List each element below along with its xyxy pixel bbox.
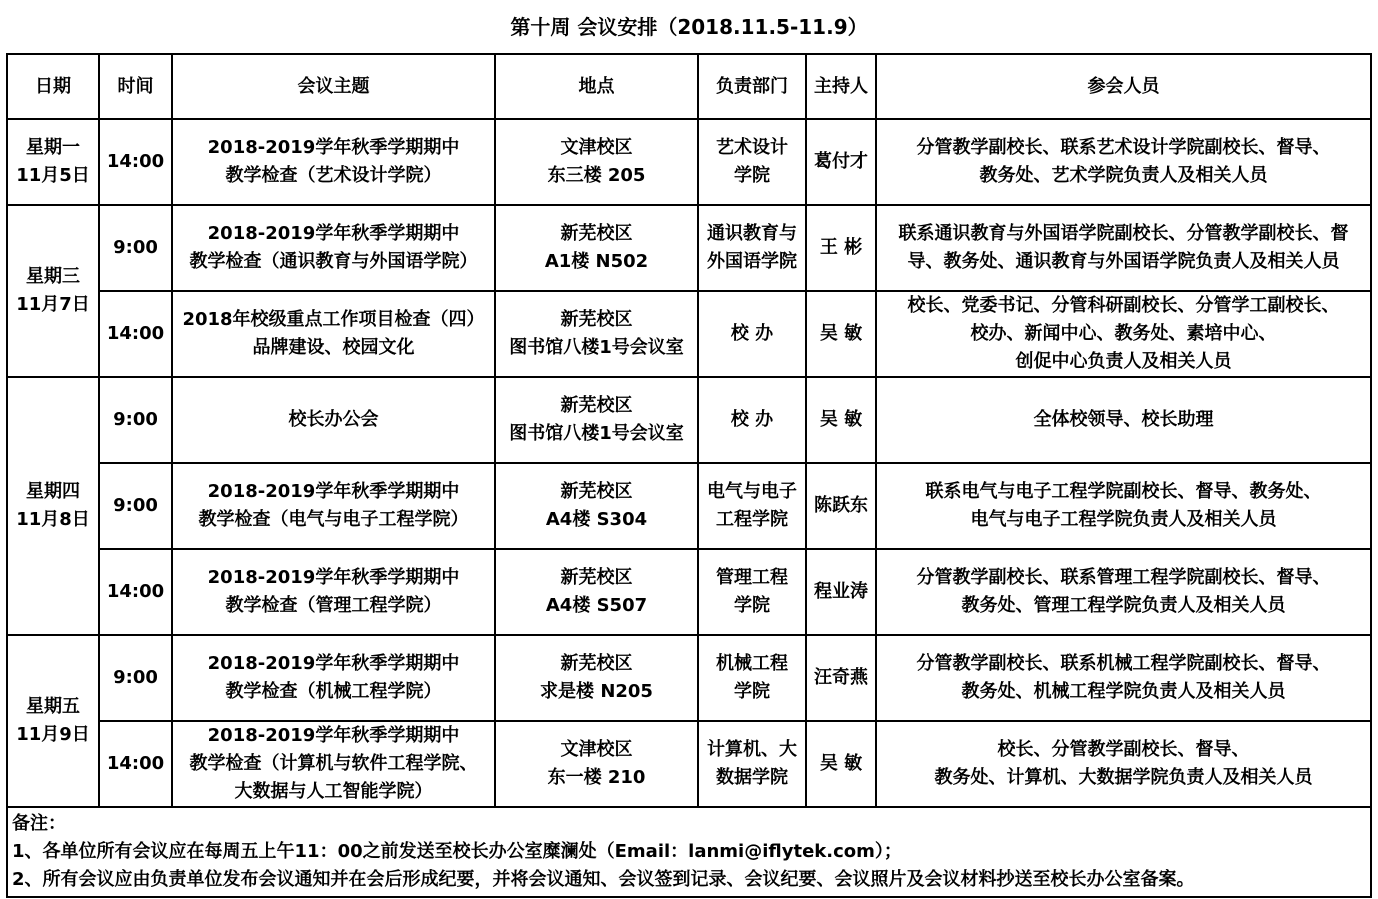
header-date: 日期 (7, 54, 99, 119)
schedule-table (6, 53, 1372, 898)
day-cell-monday (7, 119, 99, 205)
dept-line: 工程学院 (716, 509, 788, 530)
place-cell (495, 463, 698, 549)
place-line: 图书馆八楼1号会议室 (509, 423, 684, 444)
header-dept: 负责部门 (698, 54, 806, 119)
dept-line: 学院 (734, 165, 770, 186)
dept-line: 校 办 (730, 323, 774, 344)
place-line: 东三楼 205 (547, 165, 646, 186)
day-date: 11月8日 (16, 509, 90, 530)
place-line: 求是楼 N205 (540, 681, 653, 702)
attendees-line: 教务处、机械工程学院负责人及相关人员 (961, 681, 1286, 702)
place-line: A4楼 S304 (545, 509, 648, 530)
topic-line: 教学检查（机械工程学院） (225, 681, 442, 702)
attendees-line: 分管教学副校长、联系机械工程学院副校长、督导、 (916, 653, 1331, 674)
place-line: 新芜校区 (560, 653, 633, 674)
topic-line: 品牌建设、校园文化 (252, 337, 415, 358)
time-cell: 14:00 (99, 549, 172, 635)
attendees-cell (876, 463, 1371, 549)
time-cell: 9:00 (99, 463, 172, 549)
dept-cell (698, 549, 806, 635)
host-cell: 吴 敏 (806, 377, 876, 463)
header-topic: 会议主题 (172, 54, 495, 119)
host-cell: 王 彬 (806, 205, 876, 291)
attendees-cell (876, 635, 1371, 721)
host-cell: 吴 敏 (806, 291, 876, 377)
notes-row (7, 807, 1371, 897)
table-row (7, 549, 1371, 635)
topic-line: 校长办公会 (288, 409, 379, 430)
host-cell: 陈跃东 (806, 463, 876, 549)
topic-line: 2018-2019学年秋季学期期中 (207, 137, 460, 158)
time-cell: 9:00 (99, 635, 172, 721)
topic-cell (172, 549, 495, 635)
attendees-line: 教务处、艺术学院负责人及相关人员 (979, 165, 1268, 186)
topic-cell (172, 721, 495, 807)
place-line: 新芜校区 (560, 567, 633, 588)
dept-line: 管理工程 (716, 567, 788, 588)
time-cell: 14:00 (99, 721, 172, 807)
place-line: 新芜校区 (560, 223, 633, 244)
day-name: 星期五 (26, 696, 80, 717)
topic-cell (172, 205, 495, 291)
topic-line: 教学检查（计算机与软件工程学院、 (189, 753, 478, 774)
dept-line: 学院 (734, 681, 770, 702)
place-cell (495, 721, 698, 807)
dept-line: 机械工程 (716, 653, 788, 674)
attendees-line: 电气与电子工程学院负责人及相关人员 (970, 509, 1277, 530)
notes-label: 备注： (12, 813, 66, 834)
attendees-cell (876, 291, 1371, 377)
place-cell (495, 377, 698, 463)
place-line: A4楼 S507 (545, 595, 648, 616)
attendees-line: 分管教学副校长、联系艺术设计学院副校长、督导、 (916, 137, 1331, 158)
day-date: 11月9日 (16, 724, 90, 745)
attendees-line: 全体校领导、校长助理 (1033, 409, 1214, 430)
dept-cell (698, 635, 806, 721)
topic-line: 大数据与人工智能学院） (234, 781, 433, 802)
time-cell: 9:00 (99, 377, 172, 463)
topic-line: 2018-2019学年秋季学期期中 (207, 567, 460, 588)
header-place: 地点 (495, 54, 698, 119)
topic-line: 教学检查（通识教育与外国语学院） (189, 251, 478, 272)
topic-line: 教学检查（艺术设计学院） (225, 165, 442, 186)
dept-cell (698, 377, 806, 463)
topic-cell (172, 291, 495, 377)
dept-cell (698, 119, 806, 205)
dept-line: 计算机、大 (707, 739, 797, 760)
topic-line: 2018年校级重点工作项目检查（四） (182, 309, 485, 330)
day-name: 星期四 (26, 481, 80, 502)
day-name: 星期一 (26, 137, 80, 158)
topic-line: 教学检查（管理工程学院） (225, 595, 442, 616)
place-line: 新芜校区 (560, 309, 633, 330)
table-row (7, 721, 1371, 807)
dept-line: 通识教育与 (707, 223, 797, 244)
attendees-line: 校长、党委书记、分管科研副校长、分管学工副校长、 (907, 295, 1340, 316)
time-cell: 9:00 (99, 205, 172, 291)
table-row (7, 205, 1371, 291)
attendees-line: 教务处、管理工程学院负责人及相关人员 (961, 595, 1286, 616)
place-cell (495, 291, 698, 377)
header-attendees: 参会人员 (876, 54, 1371, 119)
attendees-cell (876, 721, 1371, 807)
day-date: 11月5日 (16, 165, 90, 186)
notes-line-1: 1、各单位所有会议应在每周五上午11：00之前发送至校长办公室糜澜处（Email：lanmi@iflytek.com）； (12, 841, 902, 862)
table-row (7, 119, 1371, 205)
header-row (7, 54, 1371, 119)
day-cell-wednesday (7, 205, 99, 377)
time-cell: 14:00 (99, 119, 172, 205)
attendees-line: 校办、新闻中心、教务处、素培中心、 (970, 323, 1277, 344)
dept-cell (698, 463, 806, 549)
topic-line: 2018-2019学年秋季学期期中 (207, 481, 460, 502)
attendees-line: 分管教学副校长、联系管理工程学院副校长、督导、 (916, 567, 1331, 588)
attendees-line: 校长、分管教学副校长、督导、 (997, 739, 1250, 760)
day-cell-friday (7, 635, 99, 807)
topic-line: 2018-2019学年秋季学期期中 (207, 725, 460, 746)
header-time: 时间 (99, 54, 172, 119)
dept-line: 外国语学院 (707, 251, 797, 272)
topic-cell (172, 635, 495, 721)
dept-line: 校 办 (730, 409, 774, 430)
place-line: 文津校区 (560, 137, 633, 158)
attendees-line: 导、教务处、通识教育与外国语学院负责人及相关人员 (907, 251, 1340, 272)
day-date: 11月7日 (16, 294, 90, 315)
dept-cell (698, 721, 806, 807)
place-cell (495, 119, 698, 205)
table-row (7, 463, 1371, 549)
attendees-cell (876, 119, 1371, 205)
table-row (7, 377, 1371, 463)
topic-line: 2018-2019学年秋季学期期中 (207, 653, 460, 674)
dept-line: 数据学院 (716, 767, 788, 788)
dept-cell (698, 291, 806, 377)
dept-line: 学院 (734, 595, 770, 616)
attendees-cell (876, 549, 1371, 635)
host-cell: 葛付才 (806, 119, 876, 205)
attendees-line: 联系通识教育与外国语学院副校长、分管教学副校长、督 (898, 223, 1349, 244)
place-line: A1楼 N502 (544, 251, 649, 272)
time-cell: 14:00 (99, 291, 172, 377)
dept-cell (698, 205, 806, 291)
attendees-cell (876, 377, 1371, 463)
table-row (7, 635, 1371, 721)
place-line: 文津校区 (560, 739, 633, 760)
place-cell (495, 205, 698, 291)
attendees-cell (876, 205, 1371, 291)
notes-cell (7, 807, 1371, 897)
host-cell: 吴 敏 (806, 721, 876, 807)
notes-line-2: 2、所有会议应由负责单位发布会议通知并在会后形成纪要，并将会议通知、会议签到记录、会议纪要、会议照片及会议材料抄送至校长办公室备案。 (12, 869, 1195, 890)
place-cell (495, 635, 698, 721)
page-title: 第十周 会议安排（2018.11.5-11.9） (510, 15, 868, 39)
topic-cell (172, 377, 495, 463)
place-line: 新芜校区 (560, 395, 633, 416)
place-cell (495, 549, 698, 635)
dept-line: 艺术设计 (716, 137, 788, 158)
day-name: 星期三 (26, 266, 80, 287)
topic-cell (172, 119, 495, 205)
table-row (7, 291, 1371, 377)
place-line: 新芜校区 (560, 481, 633, 502)
attendees-line: 创促中心负责人及相关人员 (1015, 351, 1232, 372)
topic-line: 教学检查（电气与电子工程学院） (198, 509, 469, 530)
place-line: 图书馆八楼1号会议室 (509, 337, 684, 358)
topic-line: 2018-2019学年秋季学期期中 (207, 223, 460, 244)
day-cell-thursday (7, 377, 99, 635)
header-host: 主持人 (806, 54, 876, 119)
topic-cell (172, 463, 495, 549)
place-line: 东一楼 210 (547, 767, 646, 788)
attendees-line: 教务处、计算机、大数据学院负责人及相关人员 (934, 767, 1313, 788)
host-cell: 程业涛 (806, 549, 876, 635)
attendees-line: 联系电气与电子工程学院副校长、督导、教务处、 (925, 481, 1322, 502)
dept-line: 电气与电子 (707, 481, 797, 502)
host-cell: 汪奇燕 (806, 635, 876, 721)
